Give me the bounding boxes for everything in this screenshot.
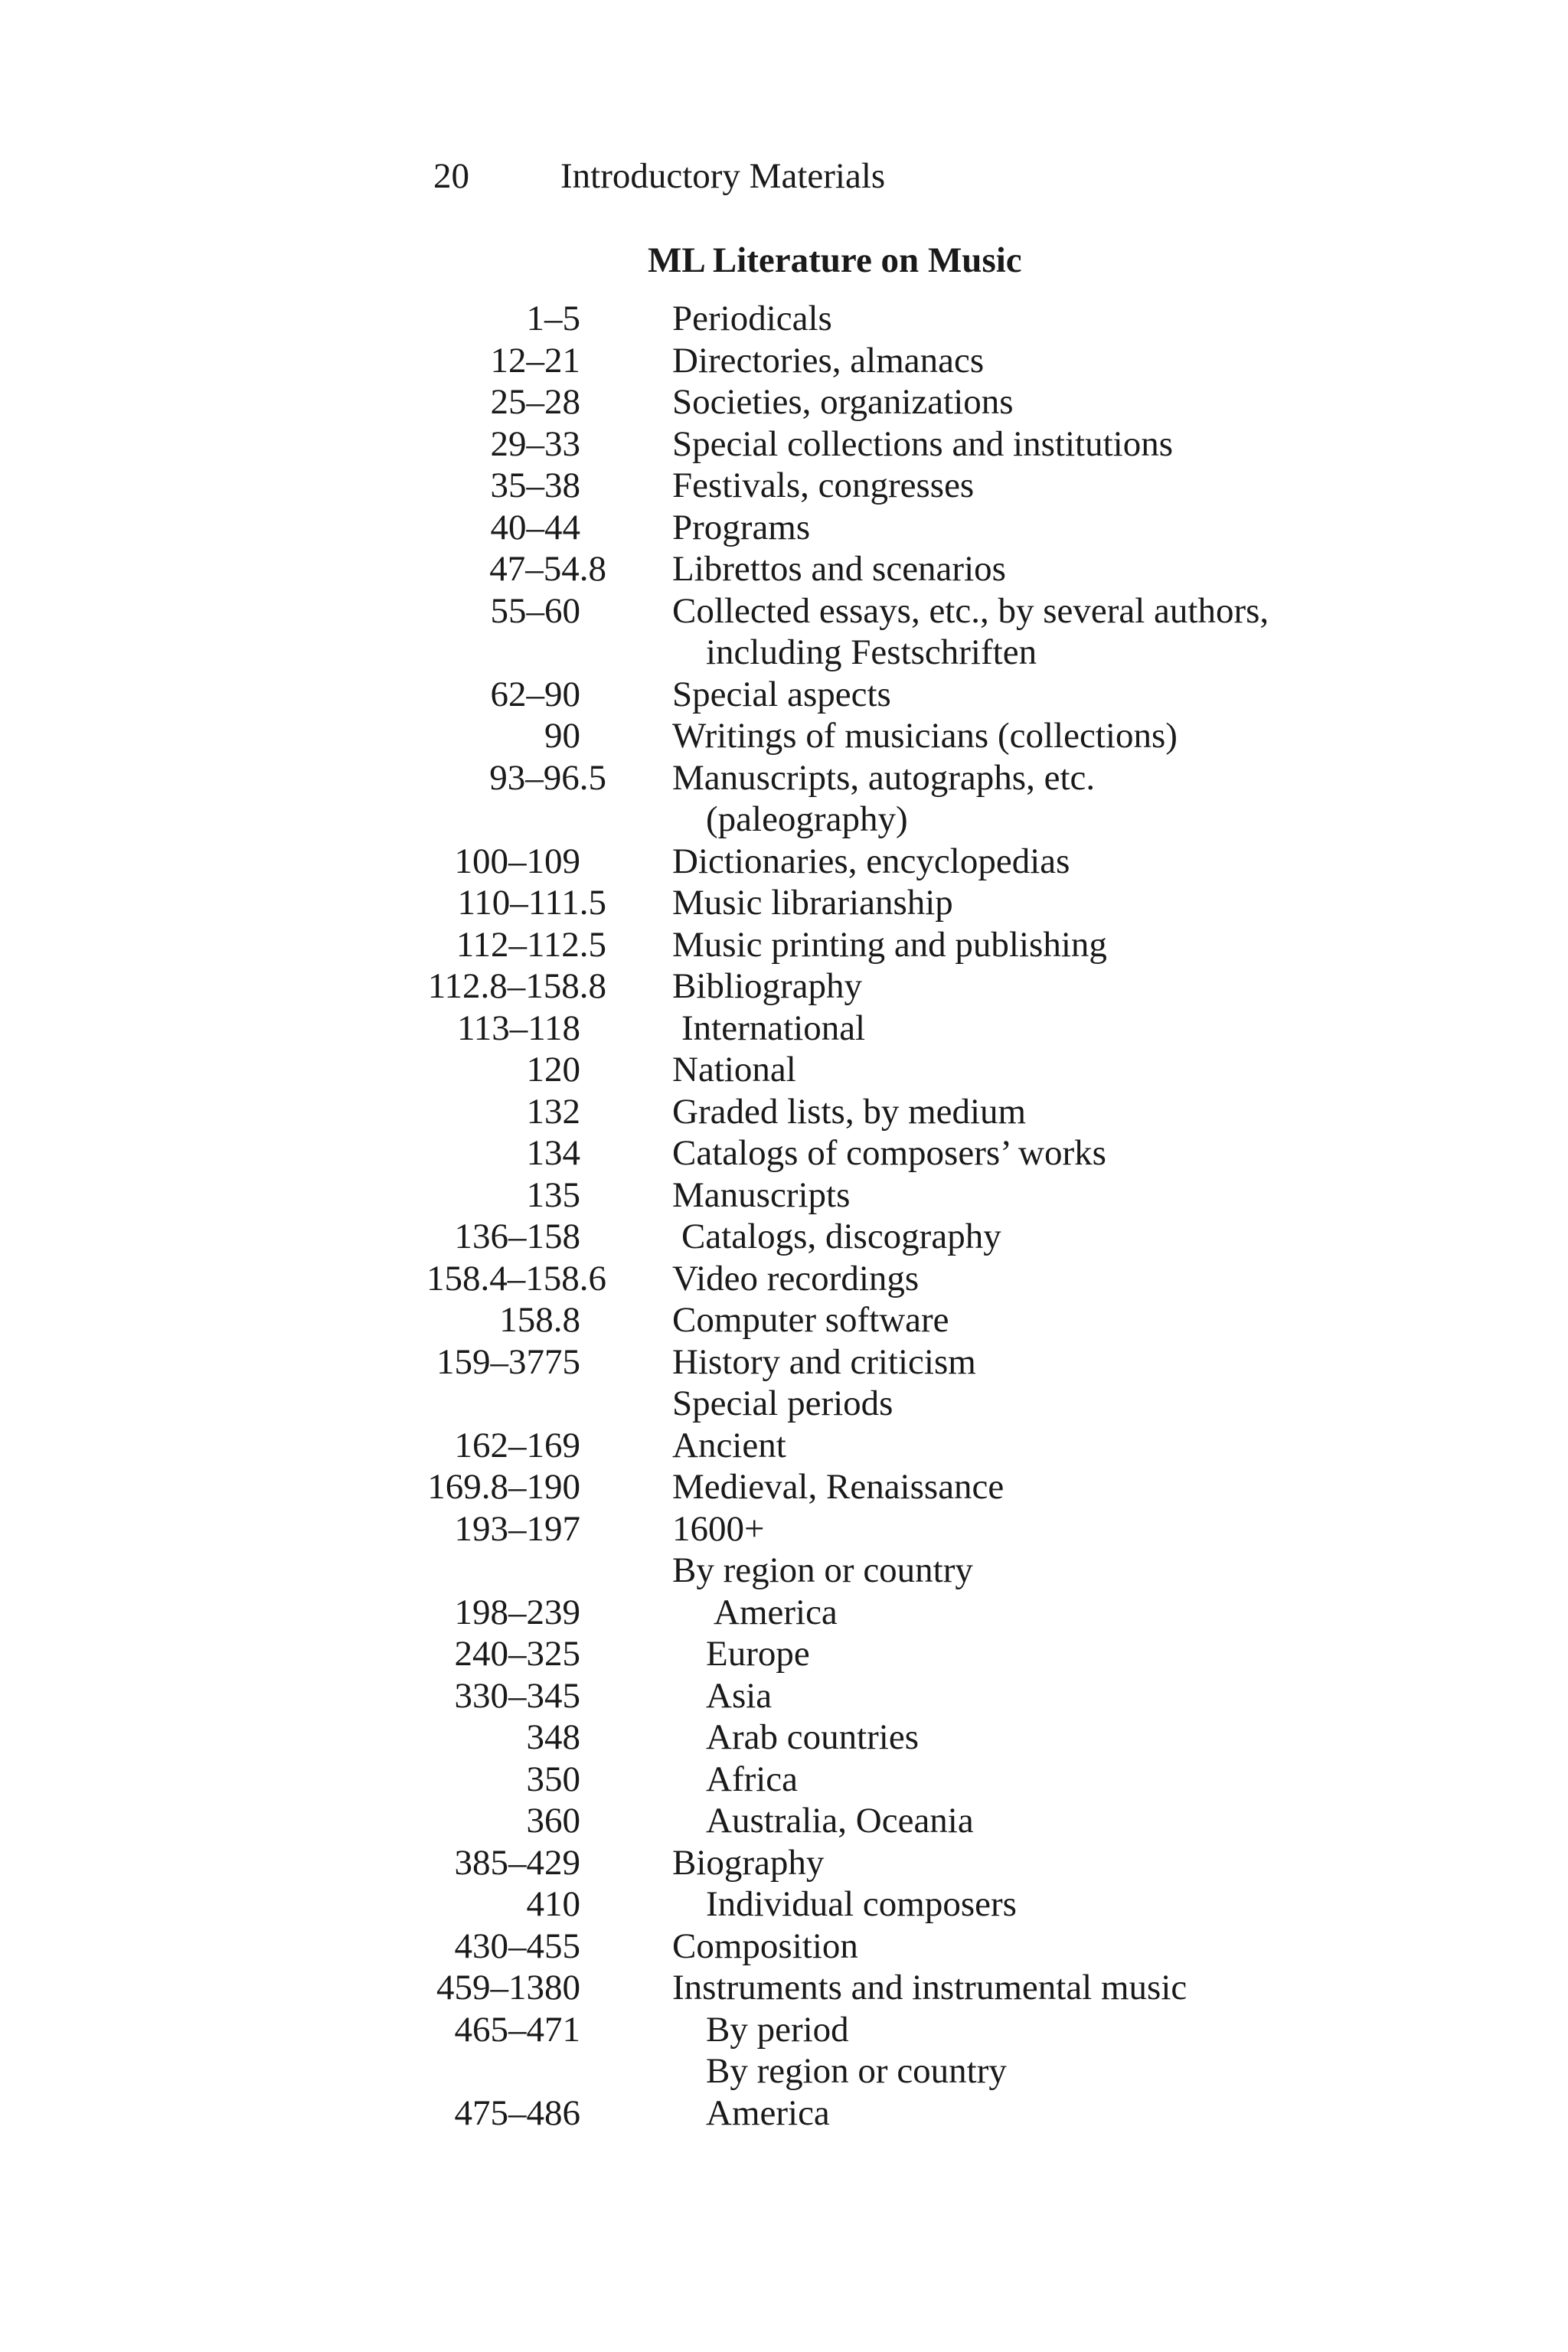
classification-outline <box>0 298 1568 2134</box>
page-number: 20 <box>433 156 469 196</box>
class-range: 169.8–190 <box>427 1467 580 1507</box>
class-subject: By region or country <box>672 1550 973 1590</box>
outline-row <box>0 340 1568 382</box>
outline-row <box>0 1383 1568 1425</box>
class-subject: Biography <box>672 1842 825 1883</box>
outline-row <box>0 715 1568 757</box>
outline-row <box>0 1550 1568 1592</box>
class-range: 90 <box>544 716 580 756</box>
class-subject: National <box>672 1050 796 1089</box>
class-range: 35–38 <box>490 466 580 505</box>
outline-row <box>0 1967 1568 2009</box>
outline-row <box>0 1466 1568 1508</box>
outline-row <box>0 1842 1568 1884</box>
class-range: 120 <box>526 1050 580 1089</box>
class-subject: Arab countries <box>706 1717 919 1757</box>
class-subject: Programs <box>672 507 811 547</box>
outline-row <box>0 1299 1568 1341</box>
class-subject: Dictionaries, encyclopedias <box>672 841 1070 881</box>
outline-row <box>0 1717 1568 1759</box>
class-subject: Periodicals <box>672 299 832 338</box>
class-subject: including Festschriften <box>706 632 1037 672</box>
class-subject: Special periods <box>672 1383 893 1423</box>
class-subject: (paleography) <box>706 799 908 839</box>
outline-row-continuation <box>0 632 1568 674</box>
class-subject: History and criticism <box>672 1341 976 1382</box>
class-range: 136–158 <box>454 1217 580 1256</box>
class-subject: Collected essays, etc., by several authors, <box>672 590 1269 631</box>
outline-row <box>0 1508 1568 1550</box>
class-range: 459–1380 <box>436 1968 580 2007</box>
class-subject: Manuscripts <box>672 1174 851 1215</box>
class-range: 475–486 <box>454 2092 580 2133</box>
class-subject: Video recordings <box>672 1258 920 1298</box>
class-subject: Manuscripts, autographs, etc. <box>672 757 1096 798</box>
running-header <box>433 153 885 199</box>
class-range: 360 <box>526 1801 580 1841</box>
class-subject: Composition <box>672 1926 858 1966</box>
outline-row <box>0 1883 1568 1926</box>
outline-row <box>0 1592 1568 1634</box>
outline-row <box>0 548 1568 590</box>
class-subject: Africa <box>706 1759 799 1799</box>
class-subject: Bibliography <box>672 966 863 1006</box>
outline-row <box>0 1926 1568 1968</box>
class-range: 430–455 <box>454 1926 580 1966</box>
class-subject: Catalogs of composers’ works <box>672 1133 1106 1173</box>
outline-row <box>0 1132 1568 1174</box>
running-title: Introductory Materials <box>560 156 886 196</box>
class-subject: Festivals, congresses <box>672 466 975 505</box>
outline-row <box>0 757 1568 799</box>
class-range: 113–118 <box>456 1008 580 1048</box>
class-range: 465–471 <box>454 2009 580 2050</box>
class-range: 132 <box>526 1091 580 1132</box>
class-subject: Special collections and institutions <box>672 423 1173 464</box>
outline-row <box>0 1049 1568 1091</box>
class-range: 158.8 <box>499 1300 580 1340</box>
class-subject: Ancient <box>672 1425 786 1465</box>
class-subject: America <box>714 1592 838 1632</box>
outline-row <box>0 1425 1568 1467</box>
outline-row <box>0 841 1568 883</box>
class-range: 350 <box>526 1759 580 1799</box>
class-subject: Librettos and scenarios <box>672 549 1006 589</box>
class-subject: Directories, almanacs <box>672 340 985 381</box>
class-subject: By period <box>706 2009 849 2050</box>
class-range: 385–429 <box>454 1842 580 1883</box>
outline-row <box>0 423 1568 466</box>
outline-row <box>0 965 1568 1008</box>
class-range: 93–96.5 <box>489 757 606 798</box>
outline-row <box>0 2050 1568 2092</box>
outline-row <box>0 1091 1568 1133</box>
outline-row <box>0 2009 1568 2051</box>
class-range: 135 <box>526 1174 580 1215</box>
class-subject: Music printing and publishing <box>672 924 1107 965</box>
section-heading: ML Literature on Music <box>648 240 1022 280</box>
class-range: 62–90 <box>490 674 580 714</box>
outline-row <box>0 882 1568 924</box>
class-range: 158.4–158.6 <box>426 1258 606 1298</box>
outline-row <box>0 507 1568 549</box>
outline-row <box>0 1008 1568 1050</box>
class-range: 1–5 <box>526 299 580 338</box>
outline-row <box>0 924 1568 966</box>
class-subject: Societies, organizations <box>672 382 1014 422</box>
class-range: 134 <box>526 1133 580 1173</box>
class-range: 100–109 <box>454 841 580 881</box>
class-range: 193–197 <box>454 1508 580 1549</box>
class-subject: Special aspects <box>672 674 891 714</box>
class-subject: By region or country <box>706 2051 1007 2091</box>
outline-row <box>0 1216 1568 1258</box>
class-subject: International <box>681 1008 866 1048</box>
outline-row-continuation <box>0 799 1568 841</box>
class-subject: Medieval, Renaissance <box>672 1467 1004 1507</box>
class-subject: Instruments and instrumental music <box>672 1968 1187 2007</box>
class-range: 410 <box>526 1884 580 1924</box>
class-range: 110–111.5 <box>457 883 606 923</box>
class-range: 12–21 <box>490 340 580 381</box>
class-subject: Graded lists, by medium <box>672 1091 1027 1132</box>
outline-row <box>0 1258 1568 1300</box>
outline-row <box>0 298 1568 340</box>
class-subject: Europe <box>706 1634 810 1674</box>
class-subject: Asia <box>706 1675 773 1716</box>
outline-row <box>0 1341 1568 1383</box>
class-range: 159–3775 <box>436 1341 580 1382</box>
class-subject: Individual composers <box>706 1884 1017 1924</box>
outline-row <box>0 465 1568 507</box>
class-range: 348 <box>526 1717 580 1757</box>
class-range: 198–239 <box>454 1592 580 1632</box>
class-range: 112.8–158.8 <box>427 966 606 1006</box>
class-range: 112–112.5 <box>456 924 606 965</box>
class-range: 25–28 <box>490 382 580 422</box>
class-subject: Australia, Oceania <box>706 1801 974 1841</box>
class-range: 330–345 <box>454 1675 580 1716</box>
outline-row <box>0 1675 1568 1717</box>
outline-row <box>0 590 1568 632</box>
outline-row <box>0 1633 1568 1675</box>
class-range: 162–169 <box>454 1425 580 1465</box>
class-subject: 1600+ <box>672 1508 765 1549</box>
class-range: 240–325 <box>454 1634 580 1674</box>
outline-row <box>0 1759 1568 1801</box>
outline-row <box>0 381 1568 423</box>
outline-row <box>0 674 1568 716</box>
outline-row <box>0 1800 1568 1842</box>
class-range: 55–60 <box>490 590 580 631</box>
class-range: 40–44 <box>490 507 580 547</box>
class-range: 47–54.8 <box>489 549 606 589</box>
class-range: 29–33 <box>490 423 580 464</box>
class-subject: Computer software <box>672 1300 949 1340</box>
class-subject: Writings of musicians (collections) <box>672 716 1178 756</box>
outline-row <box>0 1174 1568 1217</box>
class-subject: Music librarianship <box>672 883 953 923</box>
outline-row <box>0 2092 1568 2135</box>
class-subject: America <box>706 2092 830 2133</box>
class-subject: Catalogs, discography <box>681 1217 1001 1256</box>
